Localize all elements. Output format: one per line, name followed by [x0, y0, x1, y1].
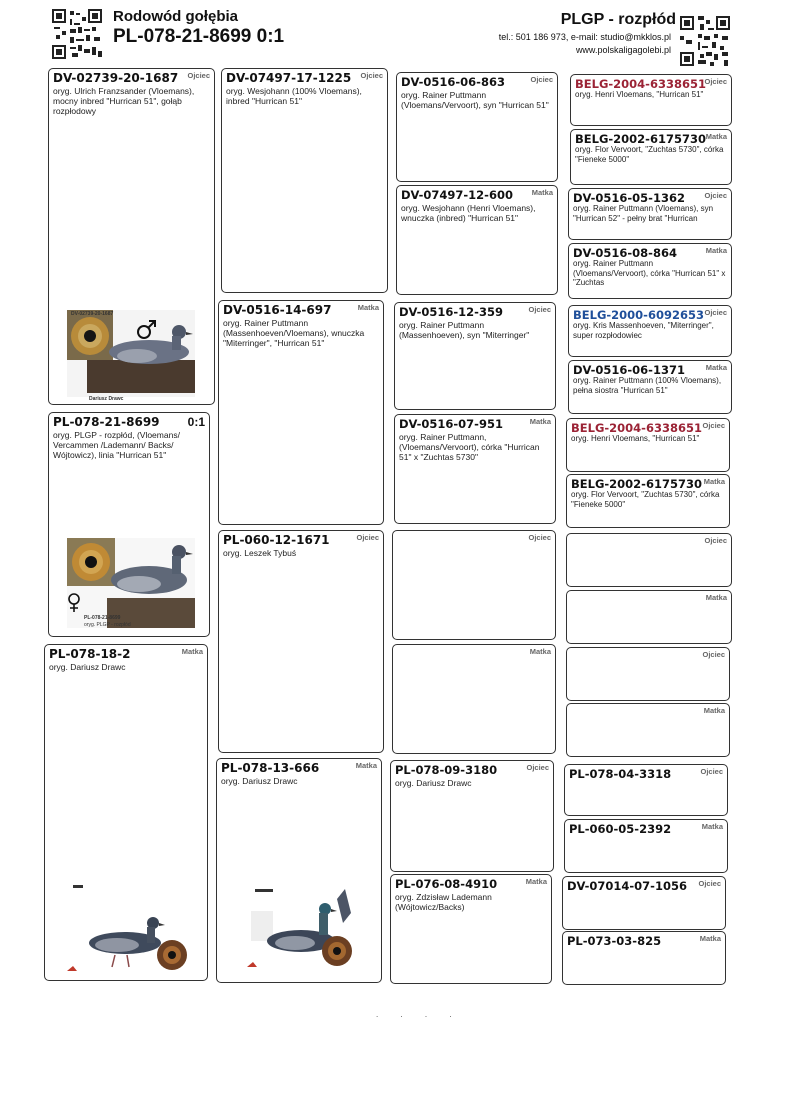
g4-ring: PL-073-03-825: [567, 934, 662, 948]
g4-ring: DV-07014-07-1056: [567, 879, 687, 893]
mmf-role: Ojciec: [526, 763, 549, 772]
g4-card[interactable]: [562, 876, 726, 930]
mmm-description: oryg. Zdzisław Lademann (Wójtowicz/Backs): [395, 892, 492, 912]
g4-role: Ojciec: [704, 308, 727, 317]
g4-description: oryg. Rainer Puttmann (Vloemans), syn "Hurrican 52" - pełny brat "Hurrican: [573, 204, 714, 223]
mfm-role: Matka: [529, 647, 551, 656]
fff-ring: DV-0516-06-863: [401, 75, 505, 89]
fff-role: Ojciec: [530, 75, 553, 84]
g4-card[interactable]: [562, 931, 726, 985]
mm-description: oryg. Dariusz Drawc: [221, 776, 298, 786]
subject-card[interactable]: [48, 412, 210, 637]
mother-role: Matka: [181, 647, 203, 656]
mother-card[interactable]: [44, 644, 208, 981]
fmm-description: oryg. Rainer Puttmann,(Vloemans/Vervoort), córka "Hurrican 51" x "Zuchtas 5730": [399, 432, 540, 462]
ffm-role: Matka: [531, 188, 553, 197]
fm-description: oryg. Rainer Puttmann (Massenhoeven/Vloemans), wnuczka "Miterringer", "Hurrican 51": [223, 318, 365, 348]
mf-card[interactable]: [218, 530, 384, 753]
g4-role: Matka: [705, 363, 727, 372]
g4-ring: PL-078-04-3318: [569, 767, 672, 781]
mother-description: oryg. Dariusz Drawc: [49, 662, 126, 672]
g4-card[interactable]: [566, 647, 730, 701]
mff-role: Ojciec: [528, 533, 551, 542]
fff-description: oryg. Rainer Puttmann (Vloemans/Vervoort), syn "Hurrican 51": [401, 90, 549, 110]
g4-role: Matka: [705, 593, 727, 602]
fmm-card[interactable]: [394, 414, 556, 524]
father-photo: [67, 310, 195, 397]
father-ring: DV-02739-20-1687: [53, 71, 179, 85]
fmm-ring: DV-0516-07-951: [399, 417, 503, 431]
mmf-card[interactable]: [390, 760, 554, 872]
ff-ring: DV-07497-17-1225: [226, 71, 352, 85]
subject-photo-sub: oryg. PLGP - rozpłód: [84, 622, 131, 628]
mother-ring: PL-078-18-2: [49, 647, 131, 661]
mfm-card[interactable]: [392, 644, 556, 754]
father-photo-label: DV-02739-20-1687: [71, 311, 114, 317]
mmm-role: Matka: [525, 877, 547, 886]
father-role: Ojciec: [187, 71, 210, 80]
mmm-ring: PL-076-08-4910: [395, 877, 498, 891]
mm-role: Matka: [355, 761, 377, 770]
mff-card[interactable]: [392, 530, 556, 640]
g4-description: oryg. Rainer Puttmann (Vloemans/Vervoort), córka "Hurrican 51" x "Zuchtas: [573, 259, 726, 287]
g4-card[interactable]: [568, 243, 732, 299]
g4-card[interactable]: [566, 474, 730, 528]
g4-ring: DV-0516-05-1362: [573, 191, 685, 205]
g4-ring: BELG-2000-6092653: [573, 308, 704, 322]
g4-role: Ojciec: [704, 536, 727, 545]
contact-line: tel.: 501 186 973, e-mail: studio@mkklos.pl: [498, 32, 671, 42]
g4-card[interactable]: [570, 74, 732, 126]
mm-card[interactable]: [216, 758, 382, 983]
g4-role: Ojciec: [704, 77, 727, 86]
g4-ring: DV-0516-06-1371: [573, 363, 685, 377]
g4-card[interactable]: [570, 129, 732, 185]
g4-ring: BELG-2004-6338651: [571, 421, 702, 435]
fm-card[interactable]: [218, 300, 384, 525]
website-line: www.polskaligagolebi.pl: [575, 45, 671, 55]
g4-card[interactable]: [566, 590, 732, 644]
mmf-ring: PL-078-09-3180: [395, 763, 498, 777]
ffm-card[interactable]: [396, 185, 558, 295]
fm-ring: DV-0516-14-697: [223, 303, 332, 317]
female-symbol-icon: [67, 593, 81, 613]
fmm-role: Matka: [529, 417, 551, 426]
g4-description: oryg. Kris Massenhoeven, "Miterringer", super rozpłodowiec: [573, 321, 714, 340]
fmf-ring: DV-0516-12-359: [399, 305, 503, 319]
g4-role: Matka: [699, 934, 721, 943]
g4-role: Matka: [701, 822, 723, 831]
g4-role: Ojciec: [702, 421, 725, 430]
g4-ring: BELG-2002-6175730: [571, 477, 702, 491]
subject-ring: PL-078-21-8699: [53, 415, 160, 429]
fmf-role: Ojciec: [528, 305, 551, 314]
subject-photo-label: PL-078-21-8699: [84, 615, 121, 621]
g4-ring: BELG-2002-6175730: [575, 132, 706, 146]
g4-role: Ojciec: [704, 191, 727, 200]
g4-card[interactable]: [566, 703, 730, 757]
g4-role: Ojciec: [698, 879, 721, 888]
mmm-card[interactable]: [390, 874, 552, 984]
fm-role: Matka: [357, 303, 379, 312]
g4-ring: BELG-2004-6338651: [575, 77, 706, 91]
document-title: Rodowód gołębia: [113, 8, 238, 25]
g4-card[interactable]: [566, 418, 730, 472]
qr-code-left-icon: [52, 9, 102, 59]
mf-description: oryg. Leszek Tybuś: [223, 548, 297, 558]
mother-photo: [67, 885, 193, 977]
mf-role: Ojciec: [356, 533, 379, 542]
g4-role: Matka: [703, 706, 725, 715]
g4-description: oryg. Henri Vloemans, "Hurrican 51": [571, 434, 700, 443]
g4-card[interactable]: [568, 360, 732, 414]
g4-card[interactable]: [564, 764, 728, 816]
subject-description: oryg. PLGP - rozpłód, (Vloemans/ Vercammen /Lademann/ Backs/ Wójtowicz), linia "Hurrican 51": [53, 430, 180, 460]
ffm-description: oryg. Wesjohann (Henri Vloemans), wnuczka (inbred) "Hurrican 51": [401, 203, 536, 223]
father-card[interactable]: [48, 68, 215, 405]
mmf-description: oryg. Dariusz Drawc: [395, 778, 472, 788]
g4-description: oryg. Flor Vervoort, "Zuchtas 5730", córka "Fieneke 5000": [571, 490, 720, 509]
header-pigeon-id: PL-078-21-8699 0:1: [113, 26, 285, 47]
g4-role: Matka: [705, 246, 727, 255]
g4-card[interactable]: [568, 188, 732, 240]
ff-role: Ojciec: [360, 71, 383, 80]
ff-card[interactable]: [221, 68, 388, 293]
g4-card[interactable]: [566, 533, 732, 587]
subject-sex-code: 0:1: [187, 415, 205, 429]
fff-card[interactable]: [396, 72, 558, 182]
mf-ring: PL-060-12-1671: [223, 533, 330, 547]
father-description: oryg. Ulrich Franzsander (Vloemans), mocny inbred "Hurrican 51", gołąb rozpłodowy: [53, 86, 195, 116]
g4-role: Ojciec: [700, 767, 723, 776]
g4-card[interactable]: [568, 305, 732, 357]
g4-role: Matka: [703, 477, 725, 486]
male-symbol-icon: [136, 318, 158, 340]
g4-ring: PL-060-05-2392: [569, 822, 672, 836]
g4-description: oryg. Henri Vloemans, "Hurrican 51": [575, 90, 704, 99]
ffm-ring: DV-07497-12-600: [401, 188, 513, 202]
g4-ring: DV-0516-08-864: [573, 246, 677, 260]
brand-name: PLGP - rozpłód: [560, 11, 676, 28]
father-photo-credit: Dariusz Drawc: [89, 396, 124, 402]
fmf-card[interactable]: [394, 302, 556, 410]
g4-description: oryg. Rainer Puttmann (100% Vloemans), pełna siostra "Hurrican 51": [573, 376, 722, 395]
mm-ring: PL-078-13-666: [221, 761, 320, 775]
g4-role: Matka: [705, 132, 727, 141]
g4-role: Ojciec: [702, 650, 725, 659]
mm-photo: [245, 881, 361, 975]
scan-marks: . . . .: [376, 1010, 462, 1019]
g4-description: oryg. Flor Vervoort, "Zuchtas 5730", córka "Fieneke 5000": [575, 145, 724, 164]
ff-description: oryg. Wesjohann (100% Vloemans), inbred "Hurrican 51": [226, 86, 362, 106]
fmf-description: oryg. Rainer Puttmann (Massenhoeven), syn "Miterringer": [399, 320, 530, 340]
g4-card[interactable]: [564, 819, 728, 873]
qr-code-right-icon: [680, 16, 730, 66]
